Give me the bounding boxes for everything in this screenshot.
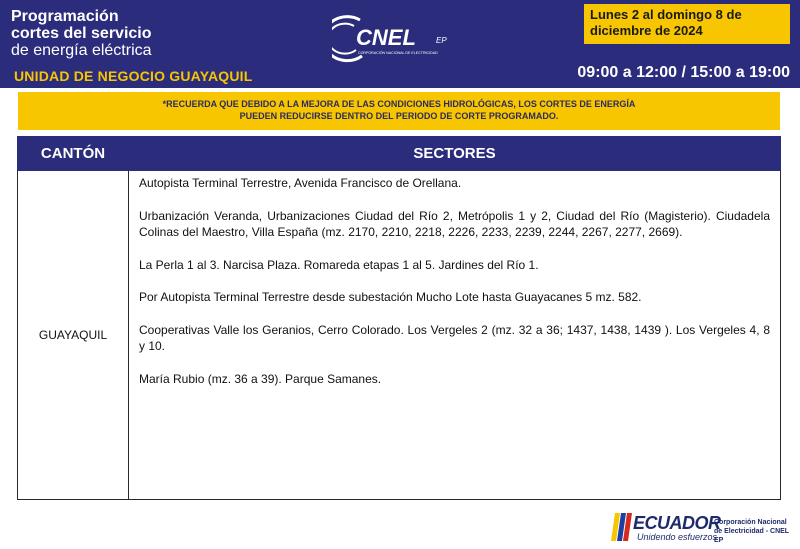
sector-item: La Perla 1 al 3. Narcisa Plaza. Romareda etapas 1 al 5. Jardines del Río 1. — [139, 257, 539, 272]
notice-line-2: PUEDEN REDUCIRSE DENTRO DEL PERIODO DE CORTE PROGRAMADO. — [239, 111, 559, 121]
date-range-badge: Lunes 2 al domingo 8 de diciembre de 2024 — [584, 4, 790, 44]
title-line-3: de energía eléctrica — [11, 42, 152, 59]
ecuador-brand-text: ECUADOR — [633, 513, 721, 533]
notice-line-1: *RECUERDA QUE DEBIDO A LA MEJORA DE LAS CONDICIONES HIDROLÓGICAS, LOS CORTES DE ENERGÍA — [162, 99, 636, 109]
column-header-canton: CANTÓN — [18, 137, 129, 171]
page-title — [11, 8, 152, 59]
sector-item: Autopista Terminal Terrestre, Avenida Francisco de Orellana. — [139, 176, 462, 190]
flag-stripes-icon — [611, 513, 633, 541]
sectors-cell — [129, 171, 781, 500]
title-line-1: Programación — [11, 8, 119, 25]
business-unit-label: UNIDAD DE NEGOCIO GUAYAQUIL — [14, 68, 253, 84]
ecuador-tagline: Unidendo esfuerzos — [637, 532, 718, 542]
corporation-line-1: Corporación Nacional — [714, 519, 787, 526]
column-header-sectores: SECTORES — [129, 137, 781, 171]
logo-text: CNEL — [356, 25, 416, 50]
table-row — [18, 171, 781, 500]
corporation-line-2: de Electricidad - CNEL EP — [714, 528, 789, 544]
schedule-hours: 09:00 a 12:00 / 15:00 a 19:00 — [577, 64, 790, 81]
canton-cell: GUAYAQUIL — [18, 171, 129, 500]
logo-suffix: EP — [436, 36, 447, 45]
sector-item: Cooperativas Valle los Geranios, Cerro Colorado. Los Vergeles 2 (mz. 32 a 36; 1437, 1438, 1439 ). Los Vergeles 4, 8 y 10. — [139, 322, 770, 353]
sector-item: Urbanización Veranda, Urbanizaciones Ciudad del Río 2, Metrópolis 1 y 2, Ciudad del Río (Magisterio). Ciudadela Colinas del Maestro, Villa España (mz. 2170, 2210, 2218, 2226, 2233, 2239, 2244, 2267, 2277, 2669). — [139, 208, 770, 239]
ecuador-gov-logo — [611, 511, 791, 545]
notice-banner — [18, 92, 780, 130]
table-header-row — [18, 137, 781, 171]
cnel-logo — [332, 12, 467, 64]
sector-item: Por Autopista Terminal Terrestre desde subestación Mucho Lote hasta Guayacanes 5 mz. 582. — [139, 290, 642, 304]
corporation-name — [714, 518, 791, 545]
sector-item: María Rubio (mz. 36 a 39). Parque Samanes. — [139, 371, 382, 386]
header-bar — [0, 0, 800, 88]
title-line-2: cortes del servicio — [11, 25, 152, 42]
logo-subtext: CORPORACIÓN NACIONAL DE ELECTRICIDAD — [358, 51, 438, 55]
outage-table — [17, 136, 781, 500]
